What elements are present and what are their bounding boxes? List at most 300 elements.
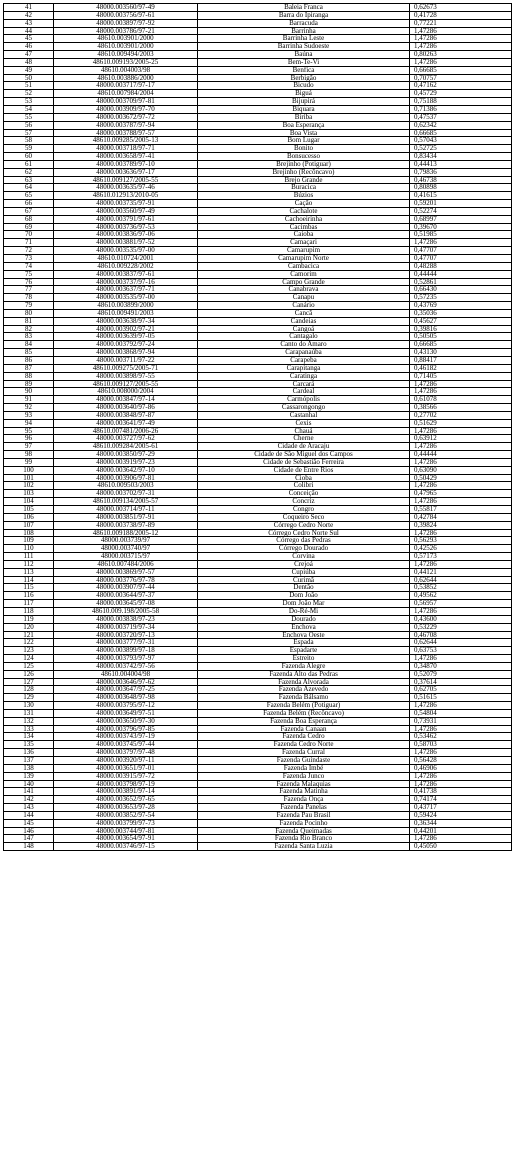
- process-number-cell: 48610.003901/2000: [54, 43, 198, 51]
- field-name-cell: Fazenda Belém (Recôncavo): [198, 709, 410, 717]
- value-cell: 1,47286: [410, 58, 512, 66]
- field-name-cell: Biguá: [198, 90, 410, 98]
- row-number-cell: 75: [4, 270, 54, 278]
- row-number-cell: 83: [4, 333, 54, 341]
- value-cell: 1,47286: [410, 482, 512, 490]
- table-row: [4, 396, 512, 404]
- row-number-cell: 148: [4, 843, 54, 851]
- table-row: [4, 757, 512, 765]
- row-number-cell: 76: [4, 278, 54, 286]
- field-name-cell: Caratinga: [198, 372, 410, 380]
- row-number-cell: 87: [4, 364, 54, 372]
- field-name-cell: Fazenda Imbé: [198, 764, 410, 772]
- process-number-cell: 48000.003776/97-78: [54, 576, 198, 584]
- value-cell: 0,52725: [410, 145, 512, 153]
- field-name-cell: Cantagalo: [198, 333, 410, 341]
- process-number-cell: 48000.003640/97-86: [54, 404, 198, 412]
- row-number-cell: 55: [4, 113, 54, 121]
- field-name-cell: Fazenda Matinha: [198, 788, 410, 796]
- field-name-cell: Barrinha Sudoeste: [198, 43, 410, 51]
- value-cell: 0,73931: [410, 717, 512, 725]
- table-row: [4, 796, 512, 804]
- field-name-cell: Fazenda Guindaste: [198, 757, 410, 765]
- value-cell: 0,74174: [410, 796, 512, 804]
- table-row: [4, 843, 512, 851]
- value-cell: 0,39816: [410, 325, 512, 333]
- process-number-cell: 48000.003735/97-91: [54, 200, 198, 208]
- process-number-cell: 48000.003851/97-91: [54, 513, 198, 521]
- value-cell: 0,62342: [410, 121, 512, 129]
- value-cell: 0,41728: [410, 11, 512, 19]
- process-number-cell: 48000.003702/97-31: [54, 490, 198, 498]
- process-number-cell: 48610.009503/2003: [54, 482, 198, 490]
- row-number-cell: 70: [4, 231, 54, 239]
- field-name-cell: Fazenda Santa Luzia: [198, 843, 410, 851]
- value-cell: 0,36344: [410, 819, 512, 827]
- value-cell: 0,80898: [410, 184, 512, 192]
- fields-table: [3, 3, 512, 851]
- value-cell: 0,48288: [410, 262, 512, 270]
- process-number-cell: 48000.003786/97-21: [54, 27, 198, 35]
- value-cell: 0,52861: [410, 278, 512, 286]
- table-row: [4, 270, 512, 278]
- process-number-cell: 48610.009491/2003: [54, 309, 198, 317]
- field-name-cell: Fazenda Cedro: [198, 733, 410, 741]
- table-row: [4, 764, 512, 772]
- value-cell: 0,77221: [410, 19, 512, 27]
- table-row: [4, 741, 512, 749]
- table-row: [4, 184, 512, 192]
- table-row: [4, 302, 512, 310]
- row-number-cell: 138: [4, 764, 54, 772]
- field-name-cell: Fazenda Azevedo: [198, 686, 410, 694]
- value-cell: 0,63090: [410, 466, 512, 474]
- value-cell: 0,55817: [410, 506, 512, 514]
- value-cell: 0,27702: [410, 411, 512, 419]
- value-cell: 0,80263: [410, 51, 512, 59]
- value-cell: 0,79836: [410, 168, 512, 176]
- table-row: [4, 451, 512, 459]
- row-number-cell: 80: [4, 309, 54, 317]
- field-name-cell: Fazenda Pau Brasil: [198, 811, 410, 819]
- row-number-cell: 137: [4, 757, 54, 765]
- process-number-cell: 48000.003919/97-23: [54, 458, 198, 466]
- field-name-cell: Boa Vista: [198, 129, 410, 137]
- field-name-cell: Brejinho (Recôncavo): [198, 168, 410, 176]
- field-name-cell: Benfica: [198, 66, 410, 74]
- process-number-cell: 48000.003651/97-01: [54, 764, 198, 772]
- table-row: [4, 176, 512, 184]
- row-number-cell: 108: [4, 529, 54, 537]
- table-row: [4, 349, 512, 357]
- row-number-cell: 134: [4, 733, 54, 741]
- field-name-cell: Espadarte: [198, 647, 410, 655]
- row-number-cell: 117: [4, 600, 54, 608]
- process-number-cell: 48000.003881/97-52: [54, 239, 198, 247]
- process-number-cell: 48000.003850/97-29: [54, 451, 198, 459]
- row-number-cell: 51: [4, 82, 54, 90]
- field-name-cell: Chauá: [198, 427, 410, 435]
- value-cell: 0,43769: [410, 302, 512, 310]
- row-number-cell: 50: [4, 74, 54, 82]
- field-name-cell: Cacimbas: [198, 223, 410, 231]
- table-row: [4, 333, 512, 341]
- process-number-cell: 48000.003847/97-14: [54, 396, 198, 404]
- row-number-cell: 85: [4, 349, 54, 357]
- field-name-cell: Camorim: [198, 270, 410, 278]
- field-name-cell: Coqueiro Seco: [198, 513, 410, 521]
- table-row: [4, 51, 512, 59]
- row-number-cell: 113: [4, 568, 54, 576]
- row-number-cell: 59: [4, 145, 54, 153]
- process-number-cell: 48000.003902/97-21: [54, 325, 198, 333]
- process-number-cell: 48000.003799/97-73: [54, 819, 198, 827]
- process-number-cell: 48000.003646/97-62: [54, 678, 198, 686]
- table-row: [4, 247, 512, 255]
- row-number-cell: 78: [4, 294, 54, 302]
- value-cell: 0,51985: [410, 231, 512, 239]
- value-cell: 0,63753: [410, 647, 512, 655]
- process-number-cell: 48000.003797/97-48: [54, 749, 198, 757]
- value-cell: 0,59201: [410, 200, 512, 208]
- row-number-cell: 125: [4, 662, 54, 670]
- table-row: [4, 239, 512, 247]
- table-row: [4, 168, 512, 176]
- field-name-cell: Búzios: [198, 192, 410, 200]
- process-number-cell: 48610.004004/98: [54, 670, 198, 678]
- table-row: [4, 74, 512, 82]
- value-cell: 0,53462: [410, 733, 512, 741]
- field-name-cell: Cidade de Aracaju: [198, 443, 410, 451]
- value-cell: 0,43717: [410, 804, 512, 812]
- value-cell: 0,71386: [410, 105, 512, 113]
- row-number-cell: 140: [4, 780, 54, 788]
- process-number-cell: 48000.003711/97-22: [54, 356, 198, 364]
- table-row: [4, 474, 512, 482]
- process-number-cell: 48000.003836/97-06: [54, 231, 198, 239]
- process-number-cell: 48000.003658/97-41: [54, 153, 198, 161]
- table-row: [4, 153, 512, 161]
- process-number-cell: 48000.003787/97-94: [54, 121, 198, 129]
- value-cell: 1,47286: [410, 560, 512, 568]
- process-number-cell: 48000.003672/97-72: [54, 113, 198, 121]
- value-cell: 0,56957: [410, 600, 512, 608]
- table-row: [4, 560, 512, 568]
- process-number-cell: 48000.003898/97-55: [54, 372, 198, 380]
- row-number-cell: 106: [4, 513, 54, 521]
- table-row: [4, 388, 512, 396]
- field-name-cell: Biquara: [198, 105, 410, 113]
- table-row: [4, 670, 512, 678]
- process-number-cell: 48610.009188/2005-12: [54, 529, 198, 537]
- row-number-cell: 86: [4, 356, 54, 364]
- value-cell: 0,45729: [410, 90, 512, 98]
- row-number-cell: 115: [4, 584, 54, 592]
- row-number-cell: 109: [4, 537, 54, 545]
- value-cell: 0,66430: [410, 286, 512, 294]
- row-number-cell: 82: [4, 325, 54, 333]
- table-row: [4, 137, 512, 145]
- process-number-cell: 48000.003738/97-89: [54, 521, 198, 529]
- field-name-cell: Carapeba: [198, 356, 410, 364]
- process-number-cell: 48000.003740/97: [54, 545, 198, 553]
- process-number-cell: 48000.003744/97-81: [54, 827, 198, 835]
- process-number-cell: 48000.003739/97: [54, 537, 198, 545]
- process-number-cell: 48000.003848/97-87: [54, 411, 198, 419]
- process-number-cell: 48000.003714/97-11: [54, 506, 198, 514]
- value-cell: 0,43600: [410, 615, 512, 623]
- field-name-cell: Carmópolis: [198, 396, 410, 404]
- row-number-cell: 143: [4, 804, 54, 812]
- process-number-cell: 48000.003535/97-00: [54, 294, 198, 302]
- fields-table-body: [4, 4, 512, 851]
- value-cell: 0,50505: [410, 333, 512, 341]
- field-name-cell: Corvina: [198, 553, 410, 561]
- row-number-cell: 92: [4, 404, 54, 412]
- row-number-cell: 120: [4, 623, 54, 631]
- value-cell: 0,45050: [410, 843, 512, 851]
- table-row: [4, 568, 512, 576]
- value-cell: 0,47162: [410, 82, 512, 90]
- table-row: [4, 521, 512, 529]
- table-row: [4, 364, 512, 372]
- row-number-cell: 45: [4, 35, 54, 43]
- row-number-cell: 110: [4, 545, 54, 553]
- row-number-cell: 47: [4, 51, 54, 59]
- table-row: [4, 82, 512, 90]
- row-number-cell: 131: [4, 709, 54, 717]
- table-row: [4, 411, 512, 419]
- field-name-cell: Brejo Grande: [198, 176, 410, 184]
- field-name-cell: Crejoá: [198, 560, 410, 568]
- row-number-cell: 118: [4, 607, 54, 615]
- process-number-cell: 48000.003788/97-57: [54, 129, 198, 137]
- field-name-cell: Córrego Cedro Norte Sul: [198, 529, 410, 537]
- row-number-cell: 100: [4, 466, 54, 474]
- field-name-cell: Congro: [198, 506, 410, 514]
- row-number-cell: 98: [4, 451, 54, 459]
- field-name-cell: Cancã: [198, 309, 410, 317]
- table-row: [4, 631, 512, 639]
- process-number-cell: 48000.003789/97-10: [54, 160, 198, 168]
- value-cell: 0,54804: [410, 709, 512, 717]
- process-number-cell: 48610.008000/2004: [54, 388, 198, 396]
- value-cell: 1,47286: [410, 388, 512, 396]
- table-row: [4, 717, 512, 725]
- row-number-cell: 79: [4, 302, 54, 310]
- value-cell: 1,47286: [410, 239, 512, 247]
- process-number-cell: 48610.007484/2006: [54, 560, 198, 568]
- table-row: [4, 145, 512, 153]
- row-number-cell: 49: [4, 66, 54, 74]
- table-row: [4, 607, 512, 615]
- row-number-cell: 136: [4, 749, 54, 757]
- row-number-cell: 81: [4, 317, 54, 325]
- row-number-cell: 60: [4, 153, 54, 161]
- table-row: [4, 43, 512, 51]
- field-name-cell: Dom João Mar: [198, 600, 410, 608]
- field-name-cell: Conceição: [198, 490, 410, 498]
- value-cell: 0,37614: [410, 678, 512, 686]
- row-number-cell: 64: [4, 184, 54, 192]
- field-name-cell: Barracuda: [198, 19, 410, 27]
- row-number-cell: 90: [4, 388, 54, 396]
- row-number-cell: 66: [4, 200, 54, 208]
- table-row: [4, 231, 512, 239]
- value-cell: 0,47707: [410, 247, 512, 255]
- field-name-cell: Cassarongongo: [198, 404, 410, 412]
- value-cell: 0,49562: [410, 592, 512, 600]
- process-number-cell: 48610.007481/2006-26: [54, 427, 198, 435]
- field-name-cell: Estreito: [198, 655, 410, 663]
- row-number-cell: 101: [4, 474, 54, 482]
- value-cell: 0,57235: [410, 294, 512, 302]
- table-row: [4, 325, 512, 333]
- table-row: [4, 105, 512, 113]
- value-cell: 0,57043: [410, 137, 512, 145]
- value-cell: 0,66685: [410, 66, 512, 74]
- table-row: [4, 419, 512, 427]
- field-name-cell: Fazenda Alto das Pedras: [198, 670, 410, 678]
- field-name-cell: Cherne: [198, 435, 410, 443]
- row-number-cell: 103: [4, 490, 54, 498]
- field-name-cell: Boa Esperança: [198, 121, 410, 129]
- table-row: [4, 11, 512, 19]
- process-number-cell: 48610.004003/98: [54, 66, 198, 74]
- field-name-cell: Fazenda Canaan: [198, 725, 410, 733]
- process-number-cell: 48000.003915/97-72: [54, 772, 198, 780]
- field-name-cell: Bom Lugar: [198, 137, 410, 145]
- row-number-cell: 135: [4, 741, 54, 749]
- row-number-cell: 94: [4, 419, 54, 427]
- value-cell: 0,63912: [410, 435, 512, 443]
- field-name-cell: Cidade de Entre Rios: [198, 466, 410, 474]
- field-name-cell: Fazenda Rio Branco: [198, 835, 410, 843]
- table-row: [4, 372, 512, 380]
- process-number-cell: 48000.003791/97-61: [54, 215, 198, 223]
- row-number-cell: 89: [4, 380, 54, 388]
- table-row: [4, 529, 512, 537]
- field-name-cell: Fazenda Junco: [198, 772, 410, 780]
- field-name-cell: Cangoá: [198, 325, 410, 333]
- row-number-cell: 41: [4, 4, 54, 12]
- field-name-cell: Curimã: [198, 576, 410, 584]
- table-row: [4, 19, 512, 27]
- field-name-cell: Cachoeirinha: [198, 215, 410, 223]
- value-cell: 0,75188: [410, 98, 512, 106]
- process-number-cell: 48000.003891/97-14: [54, 788, 198, 796]
- table-row: [4, 317, 512, 325]
- table-row: [4, 262, 512, 270]
- value-cell: 0,39670: [410, 223, 512, 231]
- table-row: [4, 600, 512, 608]
- process-number-cell: 48610.009228/2002: [54, 262, 198, 270]
- value-cell: 0,35036: [410, 309, 512, 317]
- process-number-cell: 48610.009127/2005-55: [54, 380, 198, 388]
- field-name-cell: Camarupim Norte: [198, 255, 410, 263]
- value-cell: 0,44444: [410, 270, 512, 278]
- field-name-cell: Cioba: [198, 474, 410, 482]
- value-cell: 0,83434: [410, 153, 512, 161]
- process-number-cell: 48000.003715/97: [54, 553, 198, 561]
- process-number-cell: 48000.003647/97-25: [54, 686, 198, 694]
- table-row: [4, 121, 512, 129]
- value-cell: 1,47286: [410, 835, 512, 843]
- process-number-cell: 48000.003649/97-51: [54, 709, 198, 717]
- table-row: [4, 655, 512, 663]
- table-row: [4, 639, 512, 647]
- field-name-cell: Baúna: [198, 51, 410, 59]
- field-name-cell: Fazenda Onça: [198, 796, 410, 804]
- process-number-cell: 48000.003560/97-49: [54, 4, 198, 12]
- value-cell: 0,71405: [410, 372, 512, 380]
- value-cell: 1,47286: [410, 702, 512, 710]
- field-name-cell: Bicudo: [198, 82, 410, 90]
- row-number-cell: 57: [4, 129, 54, 137]
- process-number-cell: 48000.003535/97-00: [54, 247, 198, 255]
- value-cell: 0,52079: [410, 670, 512, 678]
- process-number-cell: 48000.003897/97-92: [54, 19, 198, 27]
- row-number-cell: 42: [4, 11, 54, 19]
- field-name-cell: Dom João: [198, 592, 410, 600]
- value-cell: 1,47286: [410, 427, 512, 435]
- field-name-cell: Dourado: [198, 615, 410, 623]
- row-number-cell: 63: [4, 176, 54, 184]
- table-row: [4, 811, 512, 819]
- process-number-cell: 48000.003718/97-71: [54, 145, 198, 153]
- process-number-cell: 48000.003653/97-28: [54, 804, 198, 812]
- row-number-cell: 73: [4, 255, 54, 263]
- row-number-cell: 54: [4, 105, 54, 113]
- table-row: [4, 702, 512, 710]
- table-row: [4, 207, 512, 215]
- field-name-cell: Fazenda Queimadas: [198, 827, 410, 835]
- row-number-cell: 122: [4, 639, 54, 647]
- value-cell: 1,47286: [410, 35, 512, 43]
- process-number-cell: 48610.003886/2000: [54, 74, 198, 82]
- field-name-cell: Fazenda Alegre: [198, 662, 410, 670]
- table-row: [4, 772, 512, 780]
- table-row: [4, 788, 512, 796]
- value-cell: 0,50429: [410, 474, 512, 482]
- table-row: [4, 749, 512, 757]
- table-row: [4, 294, 512, 302]
- field-name-cell: Canapu: [198, 294, 410, 302]
- process-number-cell: 48610.009284/2005-61: [54, 443, 198, 451]
- field-name-cell: Candeias: [198, 317, 410, 325]
- table-row: [4, 592, 512, 600]
- row-number-cell: 112: [4, 560, 54, 568]
- row-number-cell: 130: [4, 702, 54, 710]
- table-row: [4, 482, 512, 490]
- row-number-cell: 46: [4, 43, 54, 51]
- row-number-cell: 69: [4, 223, 54, 231]
- process-number-cell: 48610.012913/2010-05: [54, 192, 198, 200]
- table-row: [4, 443, 512, 451]
- field-name-cell: Berbigão: [198, 74, 410, 82]
- field-name-cell: Camaçari: [198, 239, 410, 247]
- field-name-cell: Cupiúba: [198, 568, 410, 576]
- table-row: [4, 435, 512, 443]
- field-name-cell: Brejinho (Potiguar): [198, 160, 410, 168]
- row-number-cell: 53: [4, 98, 54, 106]
- value-cell: 1,47286: [410, 380, 512, 388]
- row-number-cell: 145: [4, 819, 54, 827]
- process-number-cell: 48610.009.198/2005-58: [54, 607, 198, 615]
- process-number-cell: 48000.003636/97-17: [54, 168, 198, 176]
- field-name-cell: Córrego Cedro Norte: [198, 521, 410, 529]
- value-cell: 1,47286: [410, 443, 512, 451]
